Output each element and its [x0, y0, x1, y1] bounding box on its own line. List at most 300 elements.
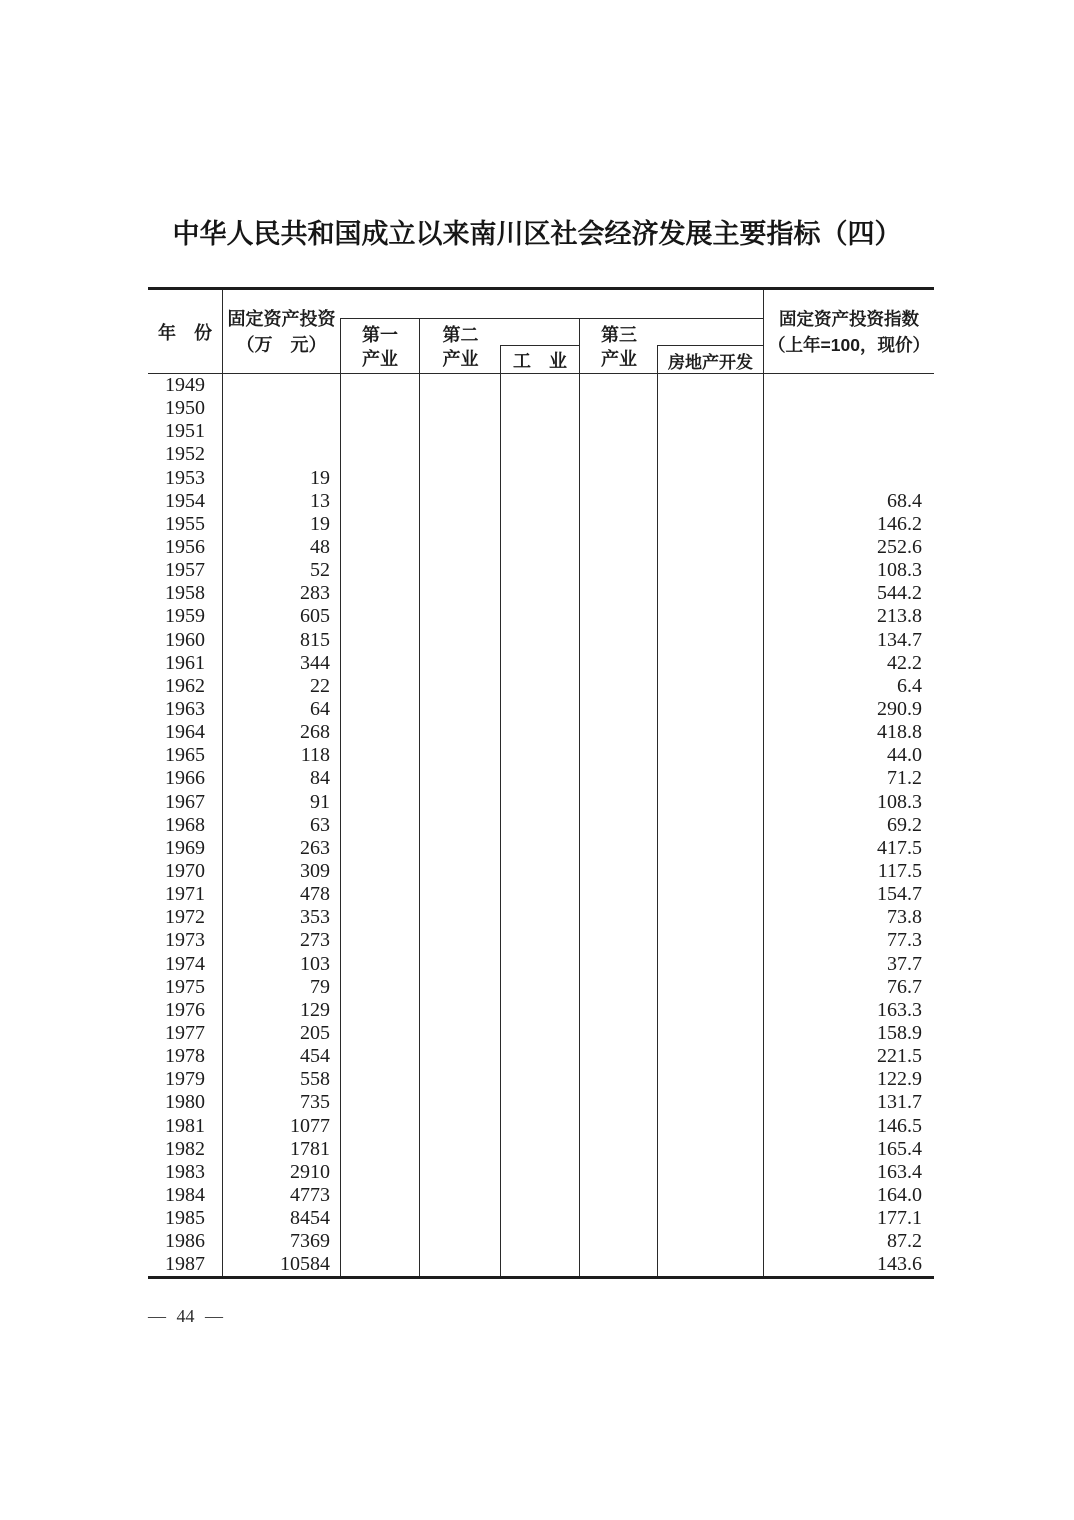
cell-tertiary-industry: [579, 860, 657, 883]
cell-secondary-industry: [419, 906, 500, 929]
cell-year: 1961: [165, 651, 205, 674]
cell-secondary-industry: [419, 698, 500, 721]
column-header-secondary-line1: 第二: [442, 324, 479, 345]
cell-investment-index: 108.3: [763, 559, 934, 582]
cell-industry: [500, 1045, 579, 1068]
cell-investment-index: [763, 397, 934, 420]
cell-primary-industry: [340, 1022, 419, 1045]
cell-investment-index: 143.6: [763, 1253, 934, 1276]
cell-tertiary-industry: [579, 1230, 657, 1253]
cell-investment-index: 71.2: [763, 767, 934, 790]
cell-secondary-industry: [419, 1161, 500, 1184]
cell-primary-industry: [340, 1253, 419, 1276]
cell-year: 1982: [165, 1137, 205, 1160]
cell-year: 1957: [165, 559, 205, 582]
cell-industry: [500, 675, 579, 698]
cell-investment-index: 213.8: [763, 605, 934, 628]
cell-secondary-industry: [419, 397, 500, 420]
cell-real-estate: [657, 675, 763, 698]
column-header-tertiary-group: [579, 318, 763, 374]
cell-secondary-industry: [419, 420, 500, 443]
cell-industry: [500, 1091, 579, 1114]
cell-year: 1953: [165, 466, 205, 489]
cell-year: 1958: [165, 582, 205, 605]
cell-real-estate: [657, 1138, 763, 1161]
cell-primary-industry: [340, 420, 419, 443]
column-header-primary-line1: 第一: [362, 324, 398, 345]
cell-year: 1984: [165, 1183, 205, 1206]
cell-industry: [500, 420, 579, 443]
cell-primary-industry: [340, 582, 419, 605]
cell-secondary-industry: [419, 976, 500, 999]
cell-real-estate: [657, 698, 763, 721]
cell-tertiary-industry: [579, 605, 657, 628]
cell-investment-index: 131.7: [763, 1091, 934, 1114]
cell-secondary-industry: [419, 929, 500, 952]
cell-tertiary-industry: [579, 744, 657, 767]
cell-real-estate: [657, 721, 763, 744]
cell-year: 1978: [165, 1045, 205, 1068]
table-row: [148, 1138, 934, 1161]
cell-secondary-industry: [419, 536, 500, 559]
cell-investment: 605: [222, 605, 340, 628]
cell-industry: [500, 605, 579, 628]
cell-real-estate: [657, 1115, 763, 1138]
cell-investment-index: 146.2: [763, 513, 934, 536]
cell-tertiary-industry: [579, 675, 657, 698]
cell-investment-index: 87.2: [763, 1230, 934, 1253]
cell-investment: 7369: [222, 1230, 340, 1253]
cell-industry: [500, 1253, 579, 1276]
cell-tertiary-industry: [579, 976, 657, 999]
cell-investment-index: 154.7: [763, 883, 934, 906]
cell-primary-industry: [340, 675, 419, 698]
cell-year: 1951: [165, 420, 205, 443]
cell-real-estate: [657, 467, 763, 490]
cell-investment-index: 108.3: [763, 791, 934, 814]
cell-real-estate: [657, 953, 763, 976]
cell-tertiary-industry: [579, 629, 657, 652]
cell-investment-index: 252.6: [763, 536, 934, 559]
cell-industry: [500, 791, 579, 814]
cell-tertiary-industry: [579, 953, 657, 976]
cell-year: 1987: [165, 1253, 205, 1276]
cell-year: 1952: [165, 443, 205, 466]
cell-investment: [222, 397, 340, 420]
cell-investment: 1781: [222, 1138, 340, 1161]
column-header-primary-industry: [340, 318, 419, 374]
cell-primary-industry: [340, 1184, 419, 1207]
table-row: [148, 1068, 934, 1091]
cell-secondary-industry: [419, 1207, 500, 1230]
cell-year: 1967: [165, 790, 205, 813]
cell-primary-industry: [340, 976, 419, 999]
column-header-real-estate: 房地产开发: [657, 345, 763, 374]
cell-tertiary-industry: [579, 420, 657, 443]
cell-industry: [500, 536, 579, 559]
cell-real-estate: [657, 791, 763, 814]
page-number: — 44 —: [148, 1306, 223, 1326]
cell-tertiary-industry: [579, 582, 657, 605]
cell-tertiary-industry: [579, 721, 657, 744]
cell-secondary-industry: [419, 675, 500, 698]
cell-industry: [500, 513, 579, 536]
table-row: [148, 513, 934, 536]
cell-tertiary-industry: [579, 906, 657, 929]
column-header-index-line1: 固定资产投资指数: [779, 309, 919, 329]
table-row: [148, 860, 934, 883]
cell-investment: 48: [222, 536, 340, 559]
cell-year: 1950: [165, 397, 205, 420]
cell-real-estate: [657, 374, 763, 397]
cell-primary-industry: [340, 1207, 419, 1230]
cell-investment: 52: [222, 559, 340, 582]
column-header-investment: [222, 290, 340, 374]
cell-investment-index: 177.1: [763, 1207, 934, 1230]
cell-primary-industry: [340, 953, 419, 976]
cell-industry: [500, 582, 579, 605]
cell-year: 1966: [165, 767, 205, 790]
table-row: [148, 559, 934, 582]
cell-investment: 118: [222, 744, 340, 767]
cell-real-estate: [657, 605, 763, 628]
cell-primary-industry: [340, 698, 419, 721]
cell-tertiary-industry: [579, 513, 657, 536]
cell-investment-index: [763, 374, 934, 397]
cell-year: 1983: [165, 1160, 205, 1183]
cell-investment: 283: [222, 582, 340, 605]
cell-primary-industry: [340, 814, 419, 837]
cell-tertiary-industry: [579, 837, 657, 860]
cell-real-estate: [657, 1230, 763, 1253]
cell-real-estate: [657, 744, 763, 767]
table-row: [148, 1022, 934, 1045]
cell-investment-index: 418.8: [763, 721, 934, 744]
cell-year: 1969: [165, 836, 205, 859]
cell-secondary-industry: [419, 883, 500, 906]
cell-secondary-industry: [419, 1068, 500, 1091]
cell-secondary-industry: [419, 1045, 500, 1068]
cell-secondary-industry: [419, 1253, 500, 1276]
table-row: [148, 490, 934, 513]
cell-investment: [222, 374, 340, 397]
cell-year: 1980: [165, 1091, 205, 1114]
cell-tertiary-industry: [579, 814, 657, 837]
cell-industry: [500, 1230, 579, 1253]
cell-real-estate: [657, 976, 763, 999]
cell-secondary-industry: [419, 860, 500, 883]
cell-tertiary-industry: [579, 999, 657, 1022]
cell-secondary-industry: [419, 791, 500, 814]
table-row: [148, 698, 934, 721]
table-header: [148, 290, 934, 374]
cell-investment: 2910: [222, 1161, 340, 1184]
table-row: [148, 536, 934, 559]
cell-investment-index: 76.7: [763, 976, 934, 999]
cell-investment: 263: [222, 837, 340, 860]
table-row: [148, 814, 934, 837]
cell-primary-industry: [340, 744, 419, 767]
cell-real-estate: [657, 906, 763, 929]
cell-investment: [222, 443, 340, 466]
table-row: [148, 1091, 934, 1114]
cell-primary-industry: [340, 1115, 419, 1138]
cell-tertiary-industry: [579, 929, 657, 952]
cell-tertiary-industry: [579, 1184, 657, 1207]
table-row: [148, 652, 934, 675]
cell-investment: 8454: [222, 1207, 340, 1230]
cell-real-estate: [657, 629, 763, 652]
cell-primary-industry: [340, 883, 419, 906]
cell-secondary-industry: [419, 999, 500, 1022]
table-body: [148, 374, 934, 1276]
cell-investment-index: [763, 467, 934, 490]
table-row: [148, 397, 934, 420]
table-row: [148, 1253, 934, 1276]
cell-real-estate: [657, 1045, 763, 1068]
cell-industry: [500, 721, 579, 744]
cell-industry: [500, 767, 579, 790]
cell-primary-industry: [340, 999, 419, 1022]
table-row: [148, 744, 934, 767]
cell-tertiary-industry: [579, 1022, 657, 1045]
cell-real-estate: [657, 883, 763, 906]
cell-real-estate: [657, 999, 763, 1022]
table-row: [148, 1184, 934, 1207]
cell-secondary-industry: [419, 652, 500, 675]
cell-tertiary-industry: [579, 490, 657, 513]
cell-investment-index: 73.8: [763, 906, 934, 929]
cell-industry: [500, 837, 579, 860]
cell-real-estate: [657, 1091, 763, 1114]
cell-real-estate: [657, 443, 763, 466]
cell-real-estate: [657, 490, 763, 513]
cell-tertiary-industry: [579, 559, 657, 582]
cell-secondary-industry: [419, 837, 500, 860]
table-row: [148, 629, 934, 652]
cell-primary-industry: [340, 490, 419, 513]
cell-real-estate: [657, 420, 763, 443]
column-header-year: 年 份: [158, 323, 212, 343]
column-header-investment-line2: （万 元）: [236, 335, 327, 355]
table-row: [148, 443, 934, 466]
cell-real-estate: [657, 767, 763, 790]
cell-year: 1972: [165, 906, 205, 929]
cell-industry: [500, 1115, 579, 1138]
cell-investment-index: 163.3: [763, 999, 934, 1022]
cell-year: 1968: [165, 813, 205, 836]
cell-investment: 454: [222, 1045, 340, 1068]
column-header-secondary-group: [419, 318, 579, 374]
cell-primary-industry: [340, 536, 419, 559]
cell-investment: 478: [222, 883, 340, 906]
cell-year: 1970: [165, 859, 205, 882]
cell-industry: [500, 1161, 579, 1184]
cell-industry: [500, 490, 579, 513]
cell-tertiary-industry: [579, 791, 657, 814]
column-header-tertiary-line2: 产业: [601, 348, 637, 369]
cell-industry: [500, 860, 579, 883]
table-row: [148, 1207, 934, 1230]
cell-secondary-industry: [419, 1022, 500, 1045]
cell-real-estate: [657, 1253, 763, 1276]
cell-real-estate: [657, 1161, 763, 1184]
cell-primary-industry: [340, 513, 419, 536]
cell-primary-industry: [340, 1138, 419, 1161]
cell-real-estate: [657, 860, 763, 883]
cell-real-estate: [657, 652, 763, 675]
cell-secondary-industry: [419, 629, 500, 652]
statistics-table: [148, 287, 934, 1279]
cell-year: 1955: [165, 512, 205, 535]
table-row: [148, 1045, 934, 1068]
cell-industry: [500, 976, 579, 999]
cell-real-estate: [657, 837, 763, 860]
cell-investment: [222, 420, 340, 443]
cell-year: 1975: [165, 975, 205, 998]
column-header-investment-index: [763, 290, 934, 374]
cell-primary-industry: [340, 791, 419, 814]
cell-tertiary-industry: [579, 1161, 657, 1184]
cell-investment: 84: [222, 767, 340, 790]
cell-year: 1979: [165, 1068, 205, 1091]
cell-tertiary-industry: [579, 652, 657, 675]
cell-secondary-industry: [419, 582, 500, 605]
table-row: [148, 1230, 934, 1253]
cell-industry: [500, 1068, 579, 1091]
cell-tertiary-industry: [579, 1091, 657, 1114]
cell-tertiary-industry: [579, 767, 657, 790]
cell-investment-index: 42.2: [763, 652, 934, 675]
cell-investment: 558: [222, 1068, 340, 1091]
cell-industry: [500, 698, 579, 721]
cell-investment-index: 146.5: [763, 1115, 934, 1138]
cell-investment: 79: [222, 976, 340, 999]
cell-tertiary-industry: [579, 443, 657, 466]
cell-industry: [500, 374, 579, 397]
cell-tertiary-industry: [579, 397, 657, 420]
cell-investment: 4773: [222, 1184, 340, 1207]
cell-year: 1956: [165, 535, 205, 558]
cell-investment: 19: [222, 513, 340, 536]
table-row: [148, 976, 934, 999]
cell-investment: 10584: [222, 1253, 340, 1276]
column-header-investment-line1: 固定资产投资: [227, 309, 336, 329]
cell-real-estate: [657, 929, 763, 952]
table-row: [148, 721, 934, 744]
cell-investment: 63: [222, 814, 340, 837]
cell-secondary-industry: [419, 1138, 500, 1161]
cell-year: 1962: [165, 674, 205, 697]
cell-industry: [500, 467, 579, 490]
cell-primary-industry: [340, 1045, 419, 1068]
cell-investment-index: 165.4: [763, 1138, 934, 1161]
cell-year: 1965: [165, 744, 205, 767]
cell-real-estate: [657, 814, 763, 837]
cell-secondary-industry: [419, 513, 500, 536]
table-row: [148, 953, 934, 976]
cell-industry: [500, 953, 579, 976]
cell-investment-index: 134.7: [763, 629, 934, 652]
cell-investment: 815: [222, 629, 340, 652]
cell-investment: 205: [222, 1022, 340, 1045]
cell-industry: [500, 652, 579, 675]
cell-secondary-industry: [419, 1184, 500, 1207]
cell-real-estate: [657, 559, 763, 582]
cell-investment: 309: [222, 860, 340, 883]
cell-tertiary-industry: [579, 1115, 657, 1138]
cell-industry: [500, 906, 579, 929]
page-title: 中华人民共和国成立以来南川区社会经济发展主要指标（四）: [172, 219, 902, 249]
cell-industry: [500, 629, 579, 652]
cell-industry: [500, 814, 579, 837]
cell-investment: 91: [222, 791, 340, 814]
cell-tertiary-industry: [579, 883, 657, 906]
cell-investment-index: 44.0: [763, 744, 934, 767]
cell-year: 1976: [165, 998, 205, 1021]
cell-primary-industry: [340, 374, 419, 397]
cell-investment-index: 37.7: [763, 953, 934, 976]
cell-year: 1971: [165, 883, 205, 906]
cell-investment-index: 122.9: [763, 1068, 934, 1091]
column-header-secondary-industry: [420, 319, 501, 374]
cell-primary-industry: [340, 767, 419, 790]
cell-investment: 64: [222, 698, 340, 721]
cell-investment-index: 6.4: [763, 675, 934, 698]
cell-year: 1960: [165, 628, 205, 651]
cell-investment-index: 544.2: [763, 582, 934, 605]
table-row: [148, 767, 934, 790]
cell-year: 1985: [165, 1207, 205, 1230]
cell-tertiary-industry: [579, 1207, 657, 1230]
cell-real-estate: [657, 536, 763, 559]
cell-tertiary-industry: [579, 698, 657, 721]
column-header-tertiary-industry: [580, 319, 658, 374]
cell-investment: 735: [222, 1091, 340, 1114]
cell-primary-industry: [340, 860, 419, 883]
cell-tertiary-industry: [579, 536, 657, 559]
cell-year: 1977: [165, 1021, 205, 1044]
cell-secondary-industry: [419, 443, 500, 466]
cell-primary-industry: [340, 443, 419, 466]
cell-industry: [500, 397, 579, 420]
cell-year: 1959: [165, 605, 205, 628]
cell-tertiary-industry: [579, 1138, 657, 1161]
cell-secondary-industry: [419, 721, 500, 744]
cell-real-estate: [657, 1184, 763, 1207]
cell-industry: [500, 999, 579, 1022]
cell-investment: 103: [222, 953, 340, 976]
cell-tertiary-industry: [579, 374, 657, 397]
cell-primary-industry: [340, 929, 419, 952]
column-header-secondary-line2: 产业: [442, 348, 479, 369]
cell-primary-industry: [340, 397, 419, 420]
cell-investment-index: 69.2: [763, 814, 934, 837]
cell-tertiary-industry: [579, 467, 657, 490]
cell-industry: [500, 559, 579, 582]
cell-year: 1973: [165, 929, 205, 952]
cell-investment-index: 163.4: [763, 1161, 934, 1184]
cell-industry: [500, 744, 579, 767]
cell-secondary-industry: [419, 467, 500, 490]
cell-primary-industry: [340, 559, 419, 582]
table-row: [148, 675, 934, 698]
cell-investment: 344: [222, 652, 340, 675]
cell-investment: 19: [222, 467, 340, 490]
cell-primary-industry: [340, 629, 419, 652]
table-row: [148, 605, 934, 628]
cell-investment-index: 164.0: [763, 1184, 934, 1207]
